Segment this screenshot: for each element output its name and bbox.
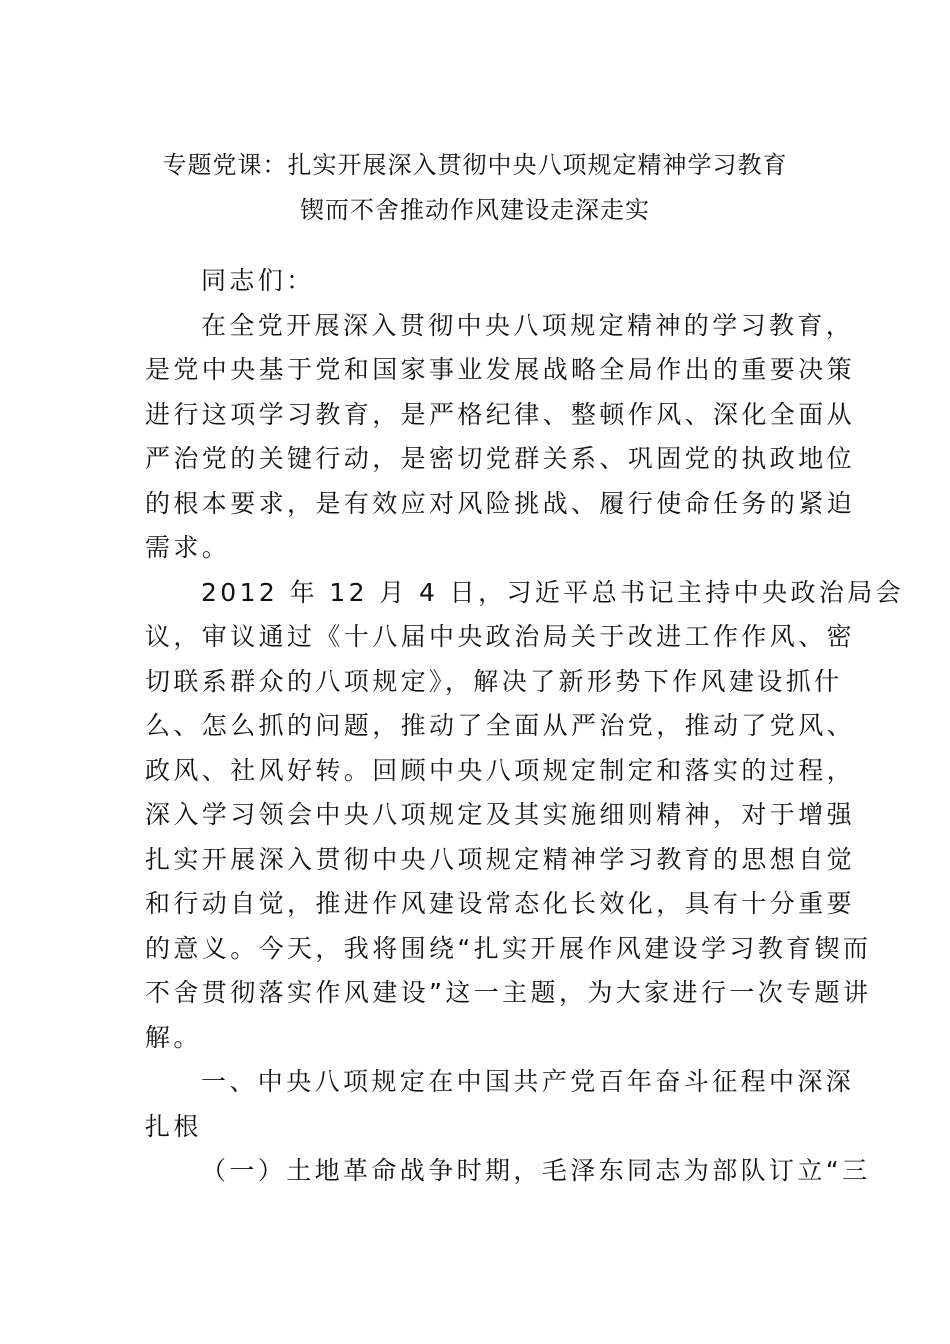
paragraph-line: 不舍贯彻落实作风建设”这一主题，为大家进行一次专题讲 [145,978,872,1007]
paragraph-line: 需求。 [145,533,231,562]
paragraph-line: 2012 年 12 月 4 日，习近平总书记主持中央政治局会 [201,577,905,607]
salutation: 同志们： [201,266,315,295]
paragraph-line: 议，审议通过《十八届中央政治局关于改进工作作风、密 [145,622,856,651]
document-title [145,143,805,232]
heading-line: 一、中央八项规定在中国共产党百年奋斗征程中深深 [201,1067,855,1096]
paragraph-line: 么、怎么抓的问题，推动了全面从严治党，推动了党风、 [145,711,856,740]
paragraph-line: 在全党开展深入贯彻中央八项规定精神的学习教育， [201,310,855,340]
paragraph-line: 解。 [145,1022,202,1052]
paragraph-line: 严治党的关键行动，是密切党群关系、巩固党的执政地位 [145,444,856,473]
paragraph-line: 的意义。今天，我将围绕“扎实开展作风建设学习教育锲而 [145,933,872,963]
subheading-line: （一）土地革命战争时期，毛泽东同志为部队订立“三 [201,1156,871,1185]
subsection-heading-1 [145,1149,871,1194]
paragraph-line: 扎实开展深入贯彻中央八项规定精神学习教育的思想自觉 [145,844,856,874]
paragraph-intro [145,304,856,571]
paragraph-line: 切联系群众的八项规定》，解决了新形势下作风建设抓什 [145,666,843,696]
heading-line: 扎根 [145,1111,202,1141]
paragraph-line: 是党中央基于党和国家事业发展战略全局作出的重要决策 [145,355,856,384]
paragraph-line: 深入学习领会中央八项规定及其实施细则精神，对于增强 [145,800,856,829]
title-line-1: 专题党课：扎实开展深入贯彻中央八项规定精神学习教育 [162,151,788,179]
paragraph-line: 政风、社风好转。回顾中央八项规定制定和落实的过程， [145,755,856,785]
title-line-2: 锲而不舍推动作风建设走深走实 [300,195,650,224]
section-heading-1 [145,1060,855,1149]
paragraph-line: 的根本要求，是有效应对风险挑战、履行使命任务的紧迫 [145,488,856,518]
paragraph-line: 进行这项学习教育，是严格纪律、整顿作风、深化全面从 [145,399,856,429]
document-body [145,259,905,1194]
paragraph-history [145,571,905,1061]
paragraph-line: 和行动自觉，推进作风建设常态化长效化，具有十分重要 [145,889,856,918]
